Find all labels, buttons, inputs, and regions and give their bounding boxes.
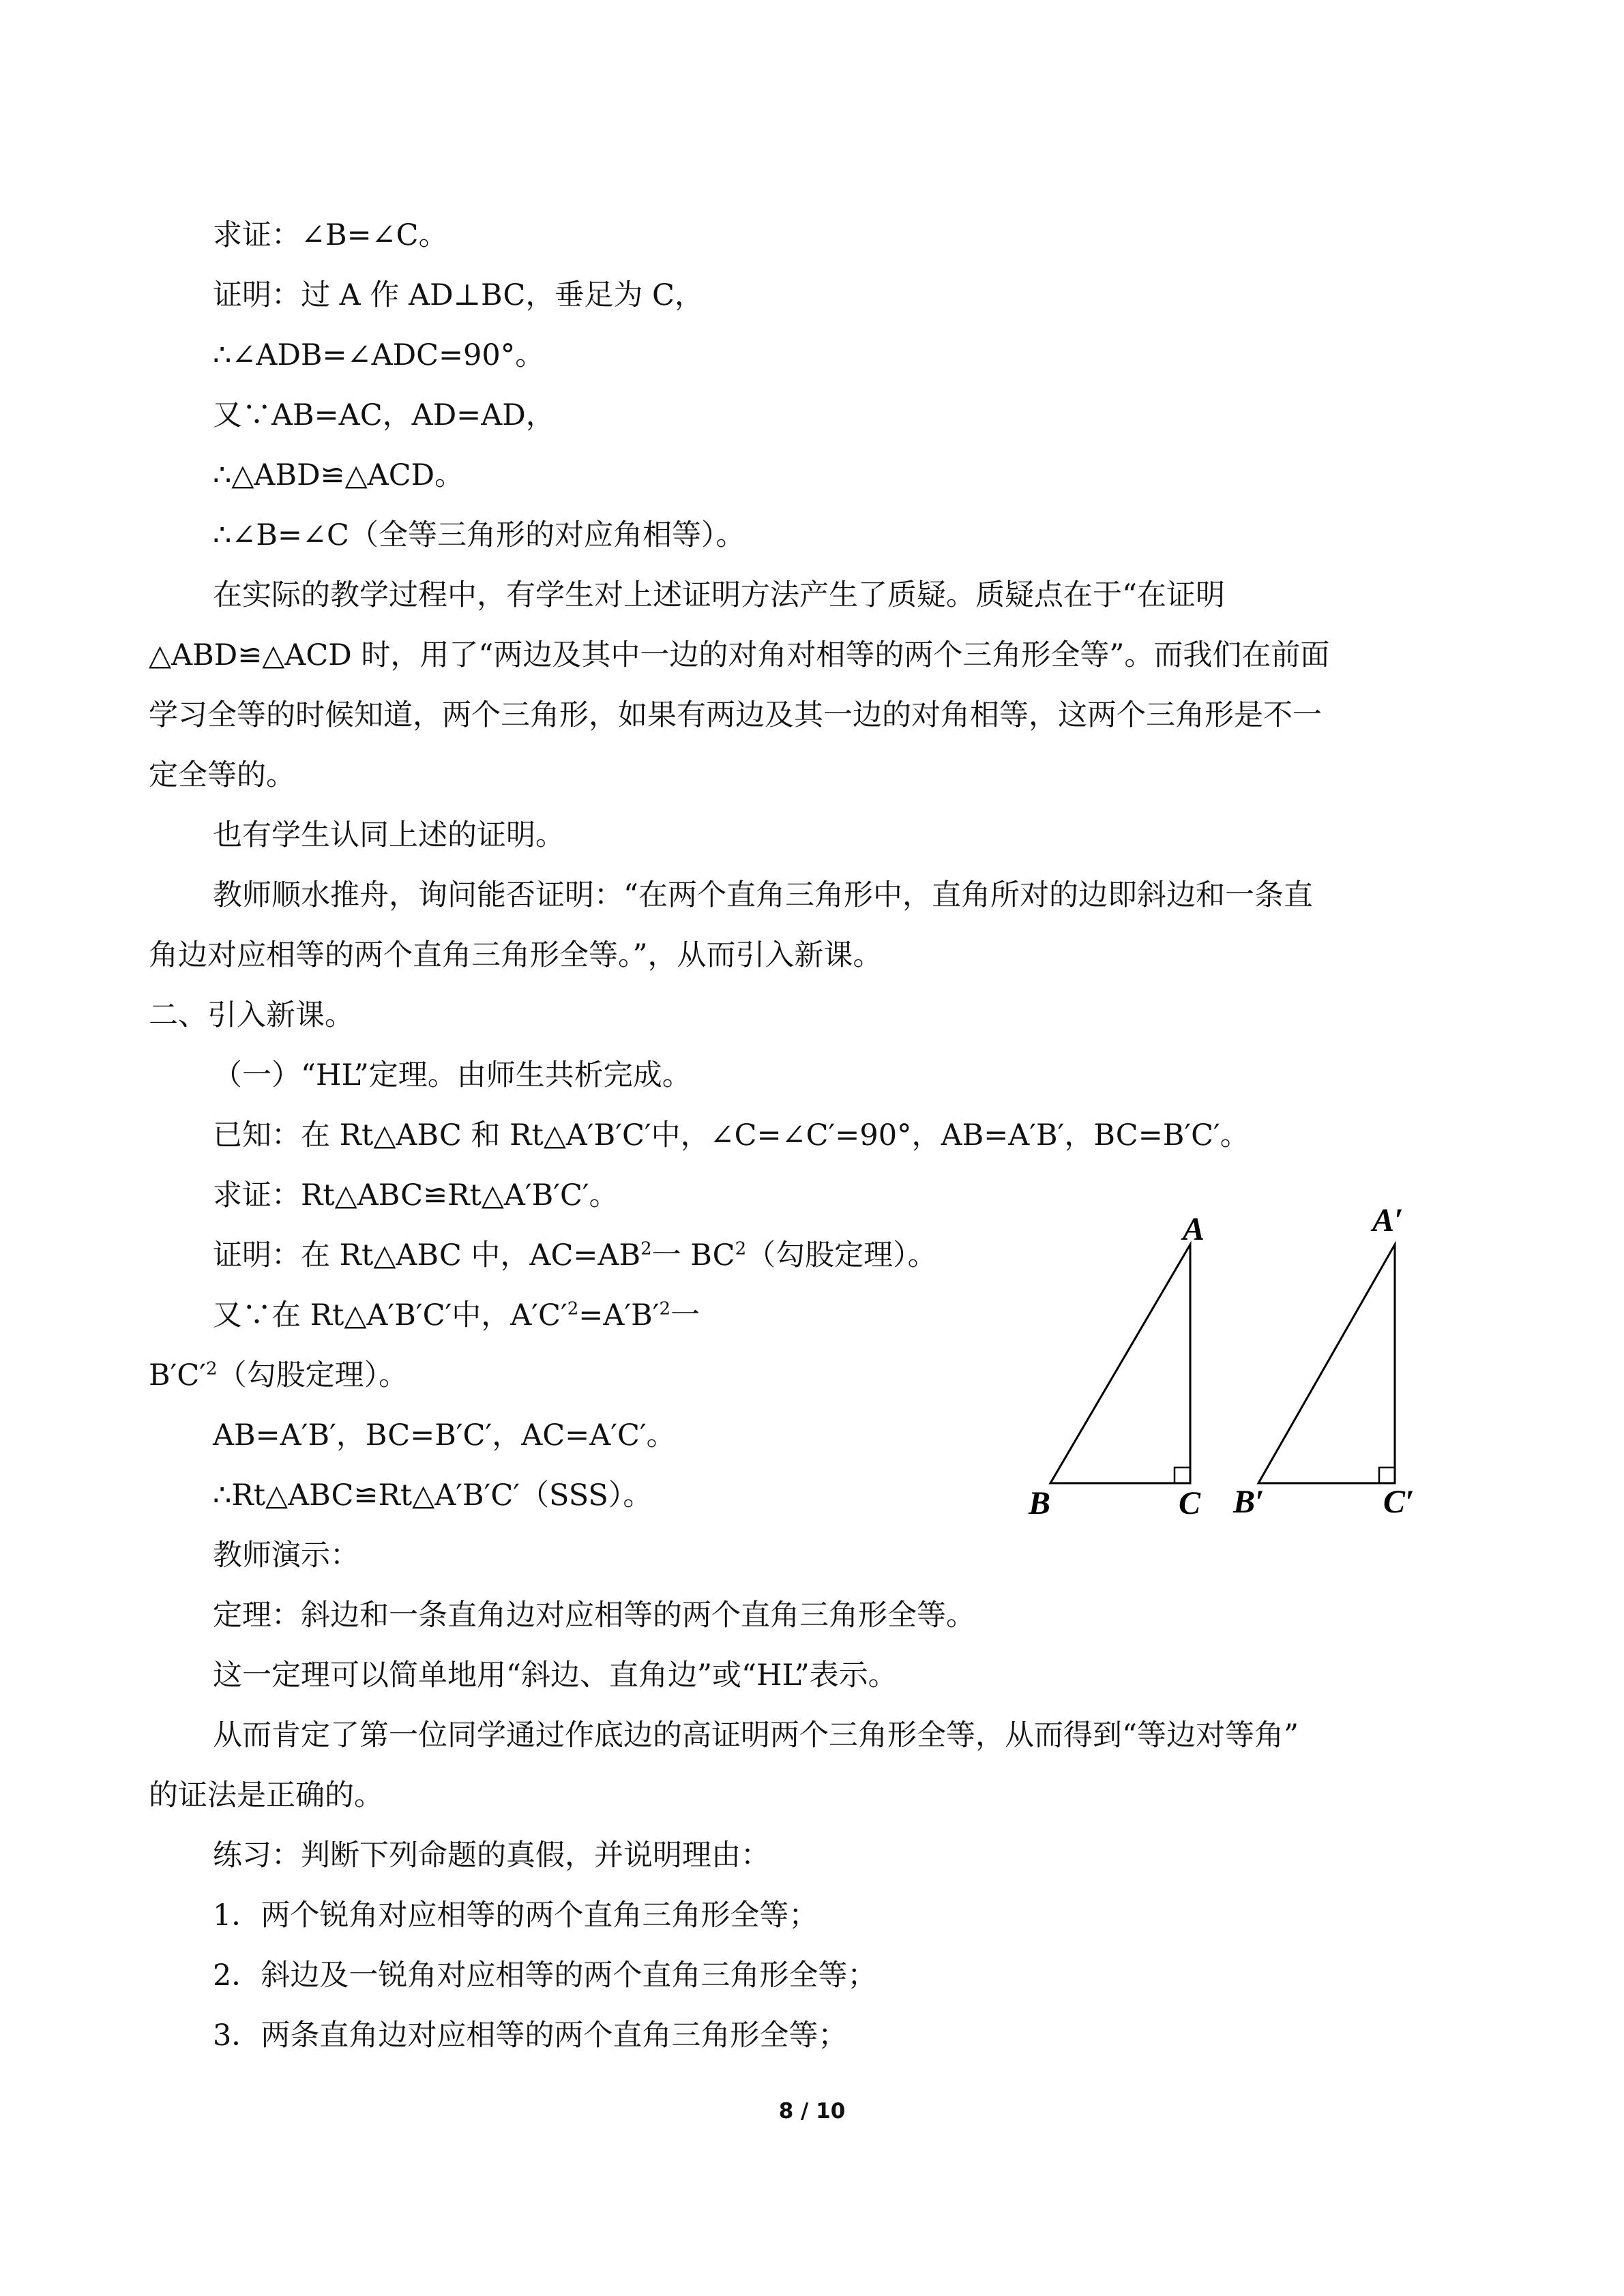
- paragraph-line: 学习全等的时候知道，两个三角形，如果有两边及其一边的对角相等，这两个三角形是不一: [149, 698, 1322, 732]
- proof-line: [213, 1235, 937, 1276]
- right-triangles-figure: [1016, 1200, 1460, 1527]
- exponent: 2: [735, 1238, 747, 1259]
- proof-text: 证明：在 Rt△ABC 中，AC=AB: [213, 1238, 641, 1272]
- proof-text: 又∵在 Rt△A′B′C′中，A′C′: [213, 1298, 567, 1332]
- vertex-label-b: B: [1029, 1485, 1051, 1521]
- paragraph-line: 的证法是正确的。: [149, 1778, 383, 1813]
- paragraph-line: 从而肯定了第一位同学通过作底边的高证明两个三角形全等，从而得到“等边对等角”: [213, 1718, 1299, 1753]
- exponent: 2: [659, 1298, 671, 1320]
- triangle-abc-outline: [1050, 1244, 1190, 1483]
- vertex-label-c-prime: C′: [1383, 1484, 1415, 1520]
- vertex-label-a-prime: A′: [1372, 1202, 1404, 1238]
- exponent: 2: [206, 1358, 218, 1380]
- text-line: ∴∠B=∠C（全等三角形的对应角相等）。: [213, 518, 745, 552]
- proof-text: （勾股定理）。: [217, 1358, 409, 1392]
- text-line: 又∵AB=AC，AD=AD，: [213, 398, 555, 432]
- exercise-item: 1．两个锐角对应相等的两个直角三角形全等；: [213, 1898, 818, 1933]
- prove-statement: 求证：Rt△ABC≌Rt△A′B′C′。: [213, 1178, 619, 1212]
- text-line: ∴∠ADB=∠ADC=90°。: [213, 338, 545, 372]
- proof-line: [149, 1355, 408, 1396]
- exercise-item: 3．两条直角边对应相等的两个直角三角形全等；: [213, 2018, 848, 2053]
- text-line: ∴△ABD≌△ACD。: [213, 458, 464, 492]
- proof-text: （勾股定理）。: [746, 1238, 937, 1272]
- proof-text: =A′B′: [578, 1298, 660, 1332]
- proof-text: 一 BC: [651, 1238, 735, 1272]
- triangle-abc: [1028, 1211, 1205, 1521]
- paragraph-line: 定全等的。: [149, 758, 295, 792]
- proof-line: AB=A′B′，BC=B′C′，AC=A′C′。: [213, 1418, 676, 1452]
- text-line: 求证：∠B=∠C。: [213, 218, 448, 252]
- exercise-heading: 练习：判断下列命题的真假，并说明理由：: [213, 1838, 770, 1873]
- section-heading: 二、引入新课。: [149, 998, 354, 1032]
- given-statement: 已知：在 Rt△ABC 和 Rt△A′B′C′中，∠C=∠C′=90°，AB=A′B′，BC=B′C′。: [213, 1118, 1250, 1152]
- paragraph-line: 在实际的教学过程中，有学生对上述证明方法产生了质疑。质疑点在于“在证明: [213, 578, 1225, 612]
- paragraph-line: 也有学生认同上述的证明。: [213, 818, 565, 852]
- right-angle-mark: [1175, 1467, 1190, 1483]
- paragraph-line: 角边对应相等的两个直角三角形全等。”，从而引入新课。: [149, 938, 883, 972]
- exponent: 2: [567, 1298, 579, 1320]
- vertex-label-c: C: [1179, 1485, 1201, 1521]
- proof-line: ∴Rt△ABC≌Rt△A′B′C′（SSS）。: [213, 1478, 653, 1512]
- proof-text: 一: [670, 1298, 700, 1332]
- triangle-abc-prime: [1232, 1202, 1415, 1520]
- proof-line: [213, 1295, 700, 1336]
- paragraph-line: 教师顺水推舟，询问能否证明：“在两个直角三角形中，直角所对的边即斜边和一条直: [213, 878, 1313, 912]
- exponent: 2: [640, 1238, 652, 1259]
- paragraph-line: △ABD≌△ACD 时，用了“两边及其中一边的对角对相等的两个三角形全等”。而我们在前面: [149, 638, 1330, 672]
- vertex-label-a: A: [1183, 1211, 1205, 1247]
- vertex-label-b-prime: B′: [1233, 1484, 1265, 1520]
- exercise-item: 2．斜边及一锐角对应相等的两个直角三角形全等；: [213, 1958, 877, 1993]
- subsection-heading: （一）“HL”定理。由师生共析完成。: [213, 1058, 692, 1092]
- proof-text: B′C′: [149, 1358, 207, 1392]
- text-line: 证明：过 A 作 AD⊥BC，垂足为 C，: [213, 278, 704, 312]
- theorem-statement: 定理：斜边和一条直角边对应相等的两个直角三角形全等。: [213, 1598, 975, 1632]
- page-number: 8 / 10: [778, 2099, 846, 2123]
- triangle-abc-prime-outline: [1258, 1244, 1395, 1483]
- right-angle-mark: [1379, 1467, 1395, 1483]
- text-line: 教师演示：: [213, 1538, 359, 1572]
- paragraph-line: 这一定理可以简单地用“斜边、直角边”或“HL”表示。: [213, 1658, 898, 1693]
